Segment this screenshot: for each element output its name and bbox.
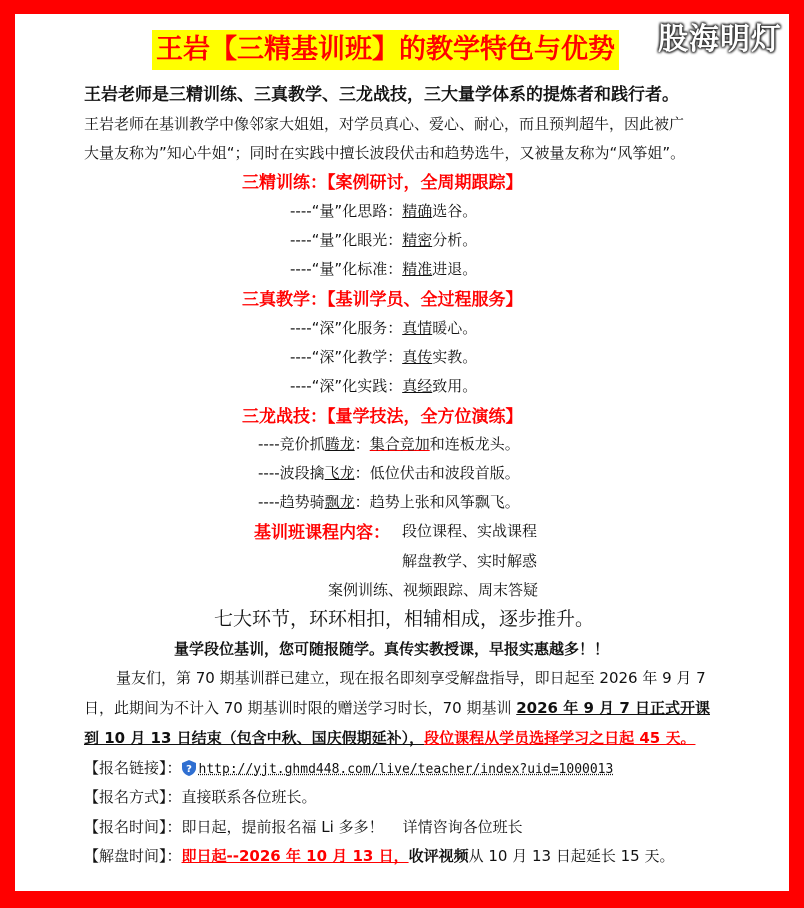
item-rest: 进退。 — [432, 260, 478, 278]
item-rest: 分析。 — [432, 231, 478, 249]
list-item — [290, 258, 477, 279]
section-heading-sanzhen: 三真教学：【基训学员、全过程服务】 — [242, 290, 523, 310]
register-time-label: 【报名时间】： — [84, 818, 182, 836]
list-item — [258, 462, 520, 483]
item-keyword: 精密 — [402, 231, 433, 249]
shield-icon — [182, 760, 196, 776]
register-link-label: 【报名链接】： — [84, 759, 182, 777]
item-rest: 致用。 — [432, 377, 478, 395]
item-rest: 和连板龙头。 — [429, 435, 520, 453]
item-keyword-red: 集合竞加 — [369, 435, 430, 453]
register-method-label: 【报名方式】： — [84, 788, 182, 806]
item-prefix: ----趋势骑 — [258, 493, 325, 511]
item-rest: 暖心。 — [432, 319, 478, 337]
item-prefix: ----“深”化实践： — [290, 377, 403, 395]
list-item — [290, 375, 477, 396]
item-rest: 实教。 — [432, 348, 478, 366]
list-item — [290, 229, 477, 250]
review-time-rest: 从 10 月 13 日起延长 15 天。 — [468, 847, 675, 865]
course-line-1: 段位课程、实战课程 — [402, 522, 538, 540]
notice-end-date: 到 10 月 13 日结束（包含中秋、国庆假期延补）， — [84, 729, 425, 747]
item-prefix: ----竞价抓 — [258, 435, 325, 453]
item-keyword: 真经 — [402, 377, 433, 395]
notice-line-1: 量友们，第 70 期基训群已建立，现在报名即刻享受解盘指导，即日起至 2026 年 9 月 7 — [116, 669, 706, 687]
section-heading-sanjing: 三精训练：【案例研讨，全周期跟踪】 — [242, 173, 523, 193]
register-link-row — [84, 757, 613, 778]
review-video-label: 收评视频 — [408, 847, 469, 865]
list-item — [290, 317, 477, 338]
item-rest: 趋势上张和风筝飘飞。 — [369, 493, 520, 511]
item-keyword: 飞龙 — [324, 464, 355, 482]
register-method-value: 直接联系各位班长。 — [181, 788, 317, 806]
item-keyword: 真情 — [402, 319, 433, 337]
item-rest: 低位伏击和波段首版。 — [369, 464, 520, 482]
intro-headline: 王岩老师是三精训练、三真教学、三龙战技，三大量学体系的提炼者和践行者。 — [84, 85, 679, 105]
item-prefix: ----“量”化眼光： — [290, 231, 403, 249]
watermark: 股海明灯 — [658, 22, 782, 57]
intro-line-2: 大量友称为”知心牛姐“；同时在实践中擅长波段伏击和趋势选牛，又被量友称为“风筝姐”。 — [84, 144, 686, 162]
list-item — [258, 491, 520, 512]
item-prefix: ----“深”化教学： — [290, 348, 403, 366]
item-keyword: 飘龙 — [324, 493, 355, 511]
item-rest: 选谷。 — [432, 202, 478, 220]
review-time-row — [84, 845, 674, 866]
item-keyword: 真传 — [402, 348, 433, 366]
item-keyword: 精准 — [402, 260, 433, 278]
item-prefix: ----“量”化思路： — [290, 202, 403, 220]
item-prefix: ----“量”化标准： — [290, 260, 403, 278]
register-time-value: 即日起，提前报名福 Li 多多！ 详情咨询各位班长 — [181, 818, 523, 836]
list-item — [290, 346, 477, 367]
register-link-url[interactable]: http://yjt.ghmd448.com/live/teacher/index?uid=1000013 — [198, 762, 614, 777]
svg-text:?: ? — [185, 764, 192, 775]
notice-duration: 段位课程从学员选择学习之日起 45 天。 — [424, 729, 696, 747]
register-method-row — [84, 786, 317, 807]
section-heading-sanlong: 三龙战技：【量学技法，全方位演练】 — [242, 407, 523, 427]
course-line-3: 案例训练、视频跟踪、周末答疑 — [328, 581, 539, 599]
item-keyword: 精确 — [402, 202, 433, 220]
promo-line: 量学段位基训，您可随报随学。真传实教授课，早报实惠越多！！ — [174, 640, 610, 658]
item-colon: ： — [354, 493, 370, 511]
item-prefix: ----波段擒 — [258, 464, 325, 482]
item-keyword: 腾龙 — [324, 435, 355, 453]
intro-line-1: 王岩老师在基训教学中像邻家大姐姐，对学员真心、爱心、耐心，而且预判超牛，因此被广 — [84, 115, 685, 133]
register-time-row — [84, 816, 523, 837]
notice-line-2 — [84, 697, 710, 718]
notice-start-date: 2026 年 9 月 7 日正式开课 — [516, 699, 710, 717]
item-prefix: ----“深”化服务： — [290, 319, 403, 337]
item-colon: ： — [354, 435, 370, 453]
item-colon: ： — [354, 464, 370, 482]
course-label: 基训班课程内容： — [254, 523, 390, 543]
notice-text: 日，此期间为不计入 70 期基训时限的赠送学习时长，70 期基训 — [84, 699, 517, 717]
notice-line-3 — [84, 727, 695, 748]
list-item — [258, 433, 520, 454]
course-line-2: 解盘教学、实时解惑 — [402, 552, 538, 570]
page-title: 王岩【三精基训班】的教学特色与优势 — [152, 30, 619, 70]
review-time-label: 【解盘时间】： — [84, 847, 182, 865]
slogan: 七大环节，环环相扣，相辅相成，逐步推升。 — [214, 608, 595, 630]
list-item — [290, 200, 477, 221]
review-time-dates: 即日起--2026 年 10 月 13 日， — [181, 847, 409, 865]
